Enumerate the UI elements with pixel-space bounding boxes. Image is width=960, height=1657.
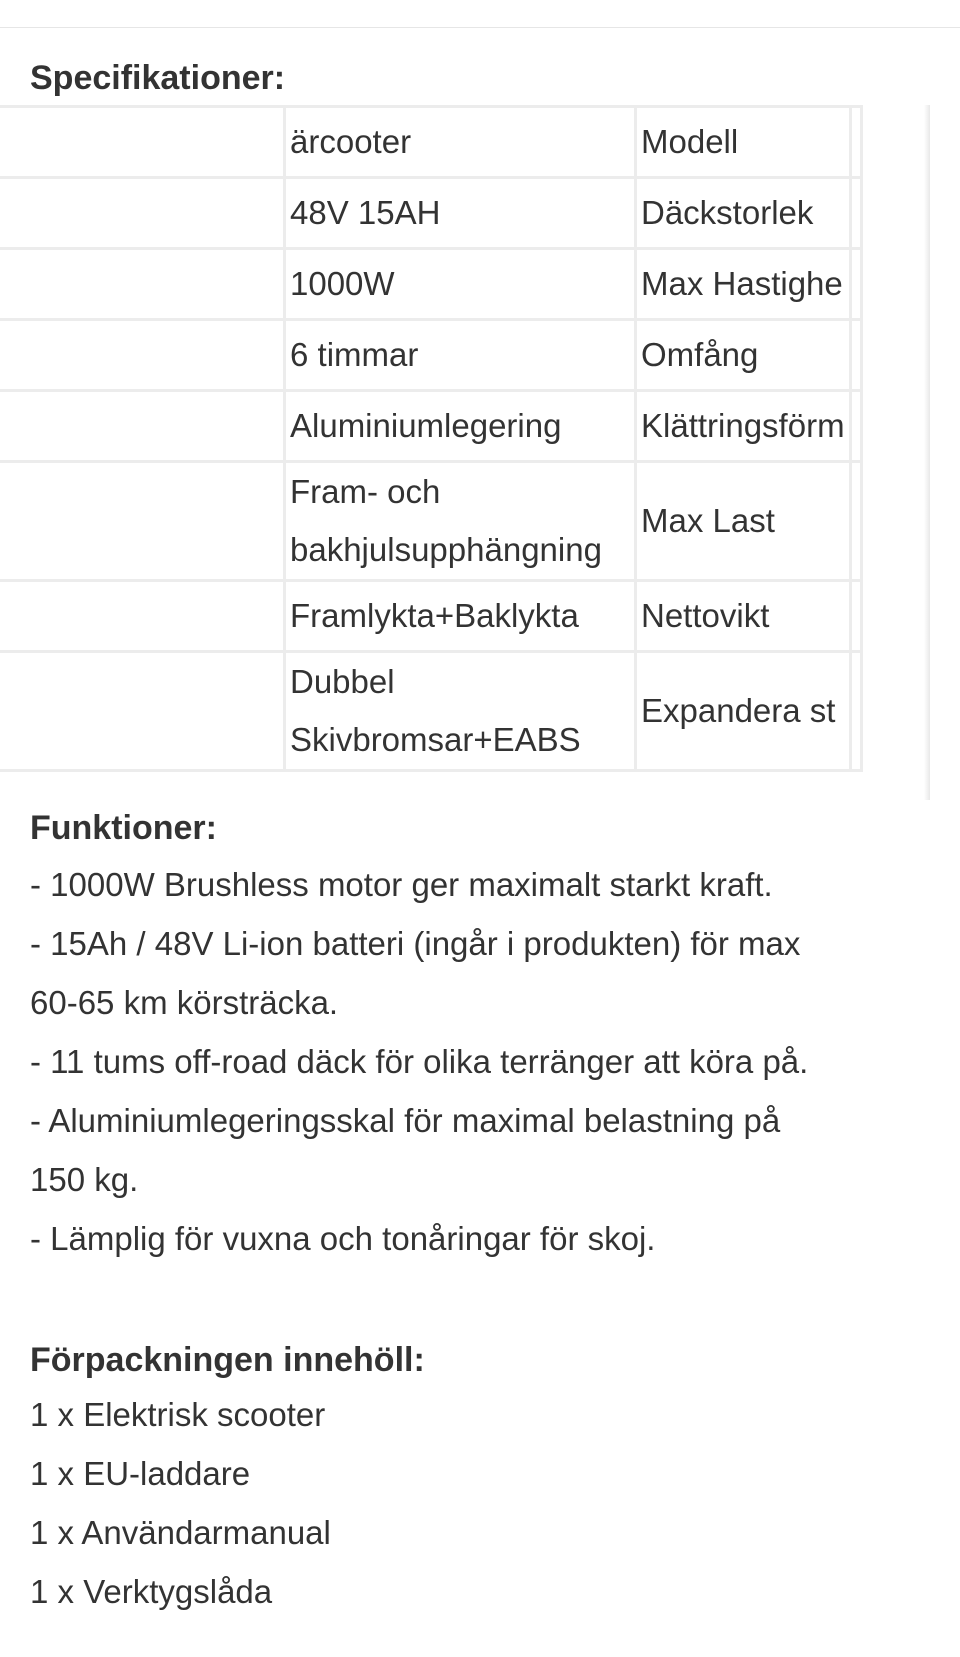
spec-label xyxy=(0,113,279,171)
spec-label-cell: Modell xyxy=(636,107,851,178)
spec-label-cell xyxy=(0,178,285,249)
spec-value-cell: 48V 15AH xyxy=(285,178,636,249)
table-row xyxy=(0,462,861,581)
spec-label-cell: Max Last xyxy=(636,462,851,581)
table-row xyxy=(0,249,861,320)
spec-label-cell xyxy=(0,462,285,581)
spec-value-cell xyxy=(850,107,861,178)
spec-value-cell xyxy=(850,462,861,581)
spec-value-cell xyxy=(850,249,861,320)
table-row xyxy=(0,581,861,652)
spec-value-cell: 6 timmar xyxy=(285,320,636,391)
spec-value-cell xyxy=(850,652,861,771)
spec-value-cell: Framlykta+Baklykta xyxy=(285,581,636,652)
spec-table xyxy=(0,105,863,772)
spec-label xyxy=(0,682,279,740)
package-contents-list xyxy=(30,1385,930,1621)
spec-value-cell: Aluminiumlegering xyxy=(285,391,636,462)
spec-table-scroll-container[interactable] xyxy=(0,105,930,800)
spec-label-cell xyxy=(0,249,285,320)
spec-label-cell xyxy=(0,320,285,391)
spec-value-cell xyxy=(850,391,861,462)
specifications-heading: Specifikationer: xyxy=(30,59,286,97)
list-item: 1 x Elektrisk scooter xyxy=(30,1396,326,1433)
spec-label-cell: Däckstorlek xyxy=(636,178,851,249)
table-row xyxy=(0,391,861,462)
list-item: - Lämplig för vuxna och tonåringar för skoj. xyxy=(30,1220,656,1257)
spec-label-cell: Expandera st xyxy=(636,652,851,771)
spec-value-cell: ärcooter xyxy=(285,107,636,178)
spec-value-cell xyxy=(285,652,636,771)
spec-label xyxy=(0,492,279,550)
spec-label-cell xyxy=(0,581,285,652)
table-row xyxy=(0,107,861,178)
spec-value-cell: 1000W xyxy=(285,249,636,320)
list-item: 150 kg. xyxy=(30,1161,139,1198)
spec-value: Fram- och bakhjulsupphängning xyxy=(290,473,602,568)
spec-label-cell xyxy=(0,391,285,462)
list-item: 1 x EU-laddare xyxy=(30,1455,251,1492)
spec-value-cell xyxy=(850,178,861,249)
table-row xyxy=(0,178,861,249)
spec-label-cell: Klättringsförm xyxy=(636,391,851,462)
spec-label-cell xyxy=(0,107,285,178)
spec-label xyxy=(0,255,279,313)
list-item: - 15Ah / 48V Li-ion batteri (ingår i produkten) för max xyxy=(30,925,801,962)
table-row xyxy=(0,320,861,391)
spec-label xyxy=(0,397,279,455)
spec-label-cell: Nettovikt xyxy=(636,581,851,652)
table-row xyxy=(0,652,861,771)
top-divider xyxy=(0,27,960,28)
features-heading: Funktioner: xyxy=(30,809,217,847)
list-item: - 1000W Brushless motor ger maximalt starkt kraft. xyxy=(30,866,773,903)
spec-label xyxy=(0,326,279,384)
spec-label-cell: Max Hastighe xyxy=(636,249,851,320)
list-item: - 11 tums off-road däck för olika terränger att köra på. xyxy=(30,1043,809,1080)
list-item: 1 x Verktygslåda xyxy=(30,1573,273,1610)
list-item: 1 x Användarmanual xyxy=(30,1514,331,1551)
spec-value-cell xyxy=(285,462,636,581)
spec-value-cell xyxy=(850,581,861,652)
spec-label xyxy=(0,184,279,242)
package-contents-heading: Förpackningen innehöll: xyxy=(30,1341,425,1379)
spec-value: Dubbel Skivbromsar+EABS xyxy=(290,663,581,758)
list-item: - Aluminiumlegeringsskal för maximal belastning på xyxy=(30,1102,781,1139)
list-item: 60-65 km körsträcka. xyxy=(30,984,339,1021)
spec-label-cell: Omfång xyxy=(636,320,851,391)
features-list xyxy=(30,855,930,1268)
spec-value-cell xyxy=(850,320,861,391)
spec-label-cell xyxy=(0,652,285,771)
